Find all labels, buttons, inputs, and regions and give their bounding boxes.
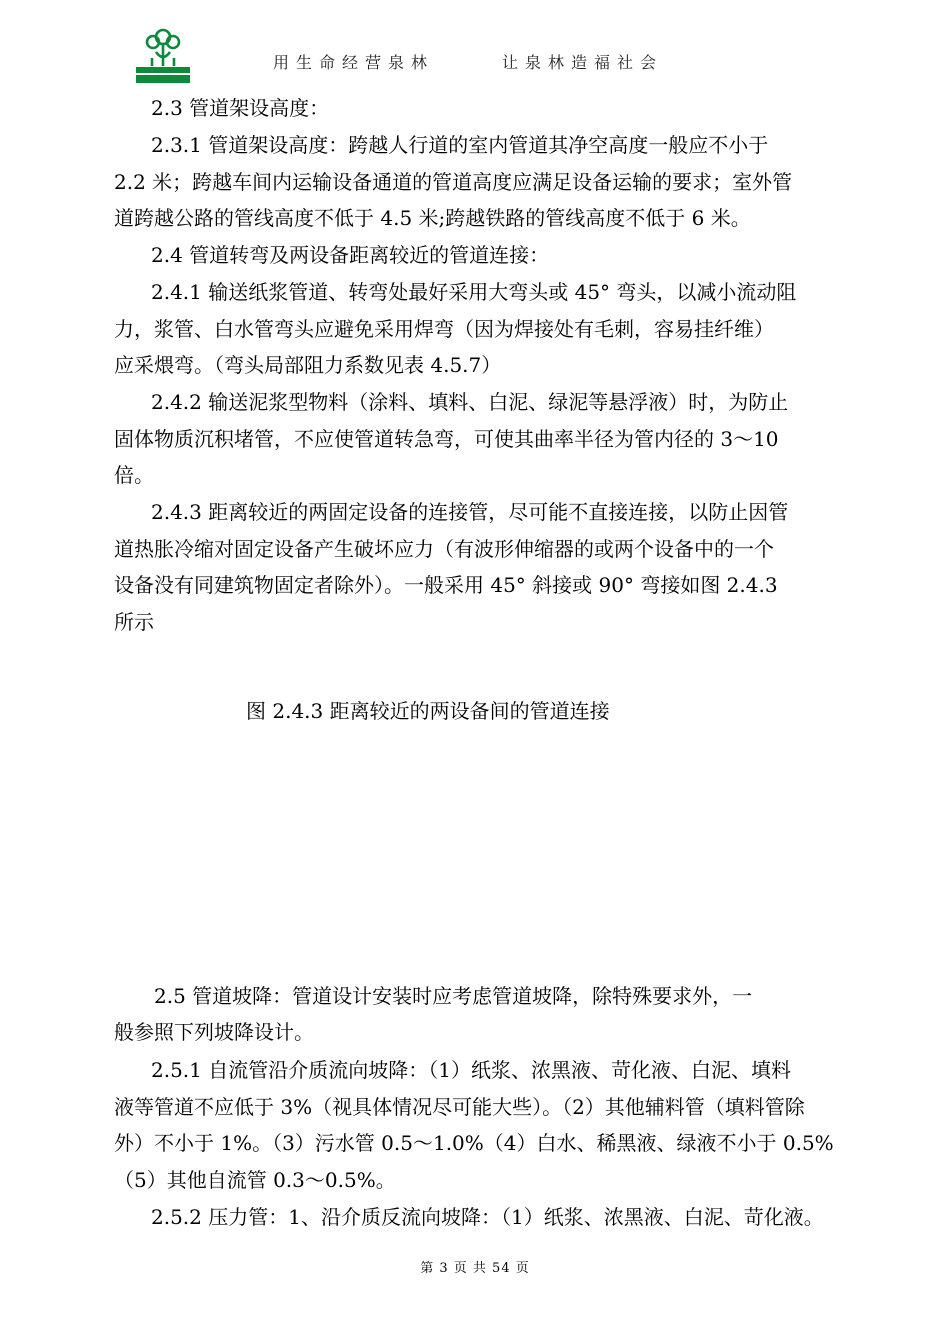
- header-slogan-right: 让泉林造福社会: [502, 53, 664, 72]
- paragraph-line: 2.4.1 输送纸浆管道、转弯处最好采用大弯头或 45° 弯头，以减小流动阻: [151, 280, 797, 304]
- paragraph-line: 所示: [114, 610, 154, 634]
- paragraph-line: 固体物质沉积堵管，不应使管道转急弯，可使其曲率半径为管内径的 3～10: [114, 427, 779, 451]
- paragraph-line: 设备没有同建筑物固定者除外）。一般采用 45° 斜接或 90° 弯接如图 2.4.3: [114, 573, 778, 597]
- paragraph-line: 2.4.2 输送泥浆型物料（涂料、填料、白泥、绿泥等悬浮液）时，为防止: [151, 390, 789, 414]
- paragraph-line: 般参照下列坡降设计。: [114, 1020, 314, 1044]
- figure-caption: 图 2.4.3 距离较近的两设备间的管道连接: [246, 699, 610, 723]
- paragraph-line: 应采煨弯。（弯头局部阻力系数见表 4.5.7）: [114, 353, 502, 377]
- paragraph-line: 倍。: [114, 463, 154, 487]
- company-logo: [132, 22, 194, 84]
- paragraph-line: 2.3.1 管道架设高度：跨越人行道的室内管道其净空高度一般应不小于: [151, 133, 769, 157]
- paragraph-line: 2.5.1 自流管沿介质流向坡降：（1）纸浆、浓黑液、苛化液、白泥、填料: [151, 1058, 791, 1082]
- paragraph-line: （5）其他自流管 0.3～0.5%。: [114, 1168, 396, 1192]
- section-heading-2-4: 2.4 管道转弯及两设备距离较近的管道连接：: [151, 243, 550, 267]
- paragraph-line: 2.4.3 距离较近的两固定设备的连接管，尽可能不直接连接，以防止因管: [151, 500, 789, 524]
- section-heading-2-5: 2.5 管道坡降：管道设计安装时应考虑管道坡降，除特殊要求外，一: [154, 984, 753, 1008]
- paragraph-line: 道跨越公路的管线高度不低于 4.5 米;跨越铁路的管线高度不低于 6 米。: [114, 206, 751, 230]
- header-slogan-left: 用生命经营泉林: [273, 53, 435, 72]
- page-number: 第 3 页 共 54 页: [420, 1261, 530, 1276]
- paragraph-line: 力，浆管、白水管弯头应避免采用焊弯（因为焊接处有毛刺，容易挂纤维）: [114, 317, 774, 341]
- paragraph-line: 2.5.2 压力管：1、沿介质反流向坡降：（1）纸浆、浓黑液、白泥、苛化液。: [151, 1205, 824, 1229]
- tree-logo-icon: [132, 22, 194, 84]
- paragraph-line: 道热胀冷缩对固定设备产生破坏应力（有波形伸缩器的或两个设备中的一个: [114, 537, 774, 561]
- paragraph-line: 液等管道不应低于 3%（视具体情况尽可能大些）。（2）其他辅料管（填料管除: [114, 1095, 805, 1119]
- paragraph-line: 2.2 米；跨越车间内运输设备通道的管道高度应满足设备运输的要求；室外管: [114, 170, 793, 194]
- section-heading-2-3: 2.3 管道架设高度：: [151, 96, 330, 120]
- paragraph-line: 外）不小于 1%。（3）污水管 0.5～1.0%（4）白水、稀黑液、绿液不小于 0.5%: [114, 1131, 834, 1155]
